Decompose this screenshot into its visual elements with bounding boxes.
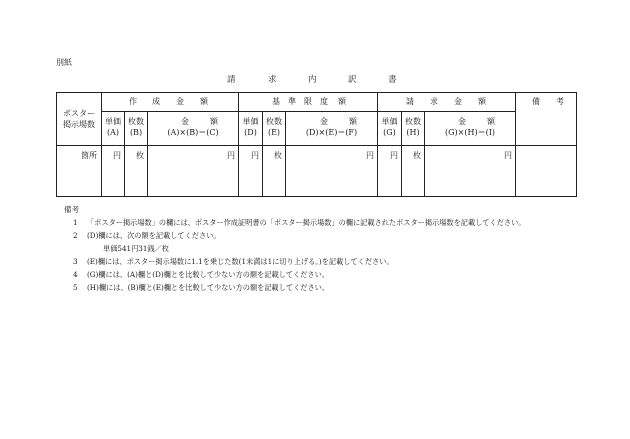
table-border-top [56,92,577,93]
note-text-subline: 単価541円31銭／枚 [103,244,169,253]
group-char: 金 [454,97,462,106]
subheader-amount-i: 額 [487,117,495,126]
subheader-symbol-g: (G) [383,128,396,137]
subheader-symbol-a: (A) [106,128,120,137]
row-header-line1: ポスター [63,109,95,118]
unit-sheets-h: 枚 [413,151,421,160]
subheader-symbol-b: (B) [129,128,143,137]
group-char: 限 [304,97,312,106]
note-text: (G)欄には、(A)欄と(D)欄とを比較して少ない方の額を記載してください。 [87,270,329,279]
title-char: 書 [388,75,397,85]
unit-yen-c: 円 [227,151,235,160]
subheader-count-b: 枚数 [128,117,144,126]
table-col-line [515,92,516,197]
note-text: (H)欄には、(B)欄と(E)欄とを比較して少ない方の額を記載してください。 [87,283,330,292]
subheader-unit-price-a: 単価 [105,117,121,126]
row-header-line2: 掲示場数 [63,120,95,129]
note-number: 1 [73,218,78,227]
unit-yen-g: 円 [390,151,398,160]
group-char: 準 [288,97,296,106]
unit-yen-d: 円 [251,151,259,160]
table-line-header [56,145,577,146]
unit-yen-a: 円 [113,151,121,160]
subheader-symbol-h: (H) [406,128,420,137]
subheader-formula-c: (A)×(B)＝(C) [167,128,219,137]
title-char: 訳 [348,75,357,85]
group-char: 成 [152,97,160,106]
subheader-symbol-d: (D) [244,128,257,137]
group-char: 度 [320,97,328,106]
table-col-line [377,92,378,197]
title-char: 求 [268,75,277,85]
group-char: 作 [129,97,137,106]
group-char: 額 [200,97,208,106]
table-col-line [238,92,239,197]
annex-label: 別紙 [56,58,72,67]
note-text: (E)欄には、ポスター掲示場数に1.1を乗じた数(1未満は1に切り上げる。)を記載してください。 [87,257,394,266]
subheader-unit-price-g: 単価 [381,117,398,126]
subheader-amount-f: 額 [349,117,357,126]
group-char: 備 [532,97,540,106]
table-line-group [101,111,515,112]
subheader-count-h: 枚数 [405,117,421,126]
subheader-formula-i: (G)×(H)＝(I) [445,128,495,137]
note-number: 2 [73,231,78,240]
subheader-amount-f: 金 [320,117,328,126]
group-char: 額 [478,97,486,106]
note-text: (D)欄には、次の額を記載してください。 [87,231,221,240]
unit-yen-f: 円 [366,151,374,160]
group-char: 額 [338,97,346,106]
subheader-formula-f: (D)×(E)＝(F) [305,128,358,137]
note-number: 3 [73,257,78,266]
subheader-symbol-e: (E) [267,128,281,137]
group-char: 金 [176,97,184,106]
group-char: 基 [272,97,280,106]
subheader-amount-i: 金 [458,117,466,126]
title-char: 内 [308,75,317,85]
unit-yen-i: 円 [504,151,512,160]
table-col-line [101,92,102,197]
group-char: 求 [430,97,438,106]
notes-heading: 備考 [64,205,80,214]
subheader-amount-c: 額 [210,117,218,126]
title-char: 請 [227,75,236,85]
subheader-unit-price-d: 単価 [242,117,259,126]
note-number: 5 [73,283,78,292]
subheader-amount-c: 金 [181,117,189,126]
unit-sheets-b: 枚 [136,151,144,160]
group-char: 請 [406,97,414,106]
group-char: 考 [556,97,564,106]
unit-sheets-e: 枚 [274,151,282,160]
note-number: 4 [73,270,78,279]
subheader-count-e: 枚数 [266,117,282,126]
note-text: 「ポスター掲示場数」の欄には、ポスター作成証明書の「ポスター掲示場数」の欄に記載されたポスター掲示場数を記載してください。 [87,218,526,227]
unit-count: 箇所 [81,151,97,160]
table-border-bottom [56,196,577,197]
